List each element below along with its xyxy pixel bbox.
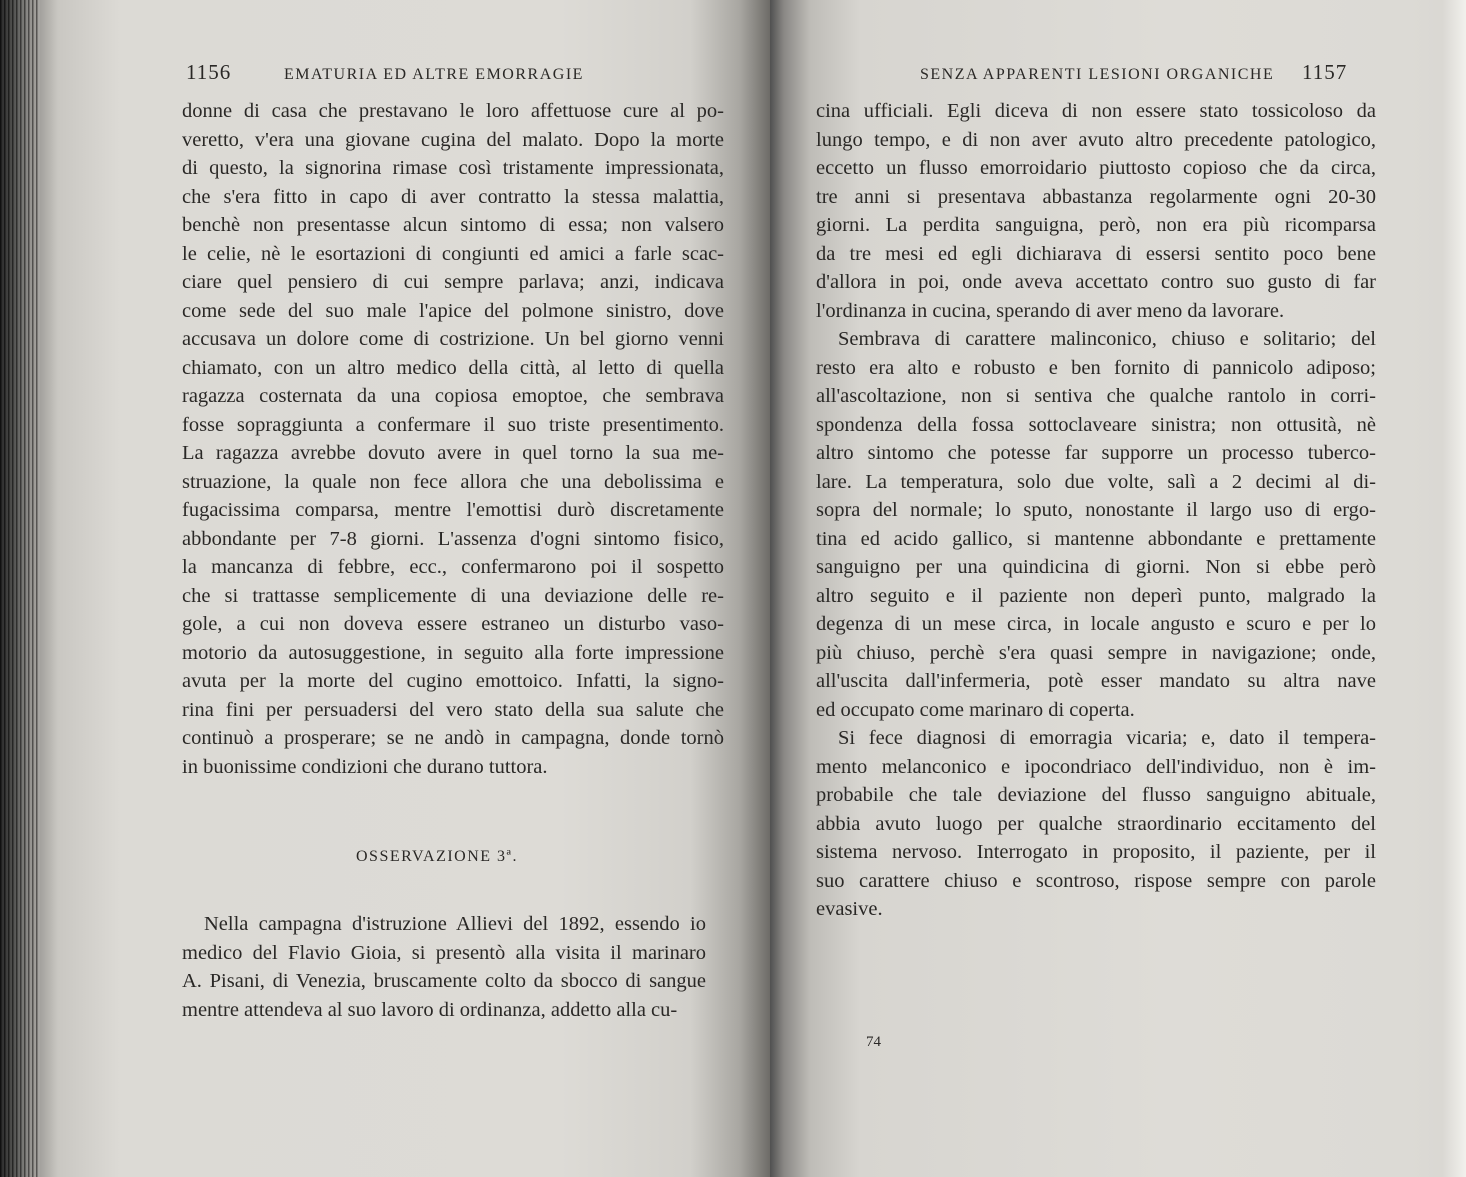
text-line: ed occupato come marinaro di coperta.: [816, 698, 1135, 721]
page-number: 1157: [1302, 60, 1348, 84]
book-edge: [0, 0, 40, 1177]
text-line: rina fini per persuadersi del vero stato della sua salute che: [182, 698, 724, 721]
text-line: più chiuso, perchè s'era quasi sempre in navigazione; onde,: [816, 641, 1376, 664]
text-line: mento melanconico e ipocondriaco dell'individuo, non è im-: [816, 755, 1376, 778]
text-line: fosse sopraggiunta a confermare il suo triste presentimento.: [182, 413, 724, 436]
text-line: cina ufficiali. Egli diceva di non essere stato tossicoloso da: [816, 100, 1376, 122]
text-line: A. Pisani, di Venezia, bruscamente colto da sbocco di sangue: [182, 970, 706, 992]
text-line: abbia avuto luogo per qualche straordinario eccitamento del: [816, 812, 1376, 835]
text-line: degenza di un mese circa, in locale angusto e scuro e per lo: [816, 613, 1376, 635]
text-line: gole, a cui non doveva essere estraneo un disturbo vaso-: [182, 613, 724, 635]
text-line: Sembrava di carattere malinconico, chiuso e solitario; del: [838, 328, 1376, 350]
text-line: giorni. La perdita sanguigna, però, non era più ricomparsa: [816, 214, 1376, 236]
text-line: all'ascoltazione, non si sentiva che qualche rantolo in corri-: [816, 385, 1376, 407]
text-line: benchè non presentasse alcun sintomo di essa; non valsero: [182, 214, 724, 236]
text-line: come sede del suo male l'apice del polmone sinistro, dove: [182, 299, 724, 322]
text-line: che s'era fitto in capo di aver contratto la stessa malattia,: [182, 185, 724, 208]
text-line: lare. La temperatura, solo due volte, salì a 2 decimi al di-: [816, 470, 1376, 493]
text-line: chiamato, con un altro medico della città, al letto di quella: [182, 356, 724, 379]
text-line: La ragazza avrebbe dovuto avere in quel torno la sua me-: [182, 442, 724, 464]
text-line: resto era alto e robusto e ben fornito di pannicolo adiposo;: [816, 356, 1376, 379]
text-line: tina ed acido gallico, si mantenne abbondante e prettamente: [816, 527, 1376, 550]
text-line: continuò a prosperare; se ne andò in campagna, donde tornò: [182, 727, 724, 749]
text-line: altro sintomo che potesse far supporre un processo tuberco-: [816, 442, 1376, 464]
text-line: mentre attendeva al suo lavoro di ordinanza, addetto alla cu-: [182, 998, 678, 1021]
text-line: donne di casa che prestavano le loro affettuose cure al po-: [182, 100, 724, 122]
text-line: eccetto un flusso emorroidario piuttosto copioso che da circa,: [816, 157, 1376, 179]
text-line: da tre mesi ed egli dichiarava di essersi sentito poco bene: [816, 242, 1376, 265]
text-line: struazione, la quale non fece allora che una debolissima e: [182, 470, 724, 493]
text-line: altro seguito e il paziente non deperì punto, malgrado la: [816, 584, 1376, 607]
text-line: tre anni si presentava abbastanza regolarmente ogni 20-30: [816, 185, 1376, 208]
text-line: evasive.: [816, 898, 883, 920]
running-head: SENZA APPARENTI LESIONI ORGANICHE: [920, 66, 1275, 83]
text-line: accusava un dolore come di costrizione. Un bel giorno venni: [182, 328, 724, 350]
text-line: sopra del normale; lo sputo, nonostante il largo uso di ergo-: [816, 499, 1376, 521]
text-line: sistema nervoso. Interrogato in proposito, il paziente, per il: [816, 841, 1376, 863]
text-line: all'uscita dall'infermeria, potè esser mandato su altra nave: [816, 670, 1376, 692]
text-line: suo carattere chiuso e scontroso, rispose sempre con parole: [816, 869, 1376, 892]
right-page: [770, 0, 1466, 1177]
text-line: medico del Flavio Gioia, si presentò alla visita il marinaro: [182, 941, 706, 964]
text-line: spondenza della fossa sottoclaveare sinistra; non ottusità, nè: [816, 413, 1376, 436]
text-line: sanguigno per una quindicina di giorni. Non si ebbe però: [816, 556, 1376, 578]
running-head: EMATURIA ED ALTRE EMORRAGIE: [284, 66, 584, 83]
text-line: Nella campagna d'istruzione Allievi del 1892, essendo io: [204, 913, 706, 935]
paragraph: [816, 325, 1376, 724]
section-title: OSSERVAZIONE 3ª.: [356, 848, 518, 865]
paragraph: [182, 910, 706, 1024]
page-number: 1156: [186, 60, 232, 84]
signature-mark: 74: [866, 1034, 881, 1050]
text-line: che si trattasse semplicemente di una deviazione delle re-: [182, 584, 724, 607]
text-line: veretto, v'era una giovane cugina del malato. Dopo la morte: [182, 128, 724, 151]
text-line: la mancanza di febbre, ecc., confermarono poi il sospetto: [182, 556, 724, 578]
text-line: avuta per la morte del cugino emottoico. Infatti, la signo-: [182, 670, 724, 692]
text-line: l'ordinanza in cucina, sperando di aver meno da lavorare.: [816, 299, 1285, 322]
paragraph: [816, 724, 1376, 924]
text-line: le celie, nè le esortazioni di congiunti ed amici a farle scac-: [182, 242, 724, 265]
text-line: fugacissima comparsa, mentre l'emottisi durò discretamente: [182, 499, 724, 521]
text-line: motorio da autosuggestione, in seguito alla forte impressione: [182, 641, 724, 664]
paragraph: [816, 97, 1376, 325]
paragraph: [182, 97, 724, 781]
text-line: di questo, la signorina rimase così tristamente impressionata,: [182, 157, 724, 179]
text-line: Si fece diagnosi di emorragia vicaria; e, dato il tempera-: [838, 727, 1376, 749]
text-line: in buonissime condizioni che durano tuttora.: [182, 755, 548, 778]
text-line: d'allora in poi, onde aveva accettato contro suo gusto di far: [816, 271, 1376, 293]
text-line: ragazza costernata da una copiosa emoptoe, che sembrava: [182, 385, 724, 407]
text-line: lungo tempo, e di non aver avuto altro precedente patologico,: [816, 128, 1376, 151]
text-line: probabile che tale deviazione del flusso sanguigno abituale,: [816, 784, 1376, 806]
text-line: abbondante per 7-8 giorni. L'assenza d'ogni sintomo fisico,: [182, 527, 724, 550]
text-line: ciare quel pensiero di cui sempre parlava; anzi, indicava: [182, 271, 724, 293]
